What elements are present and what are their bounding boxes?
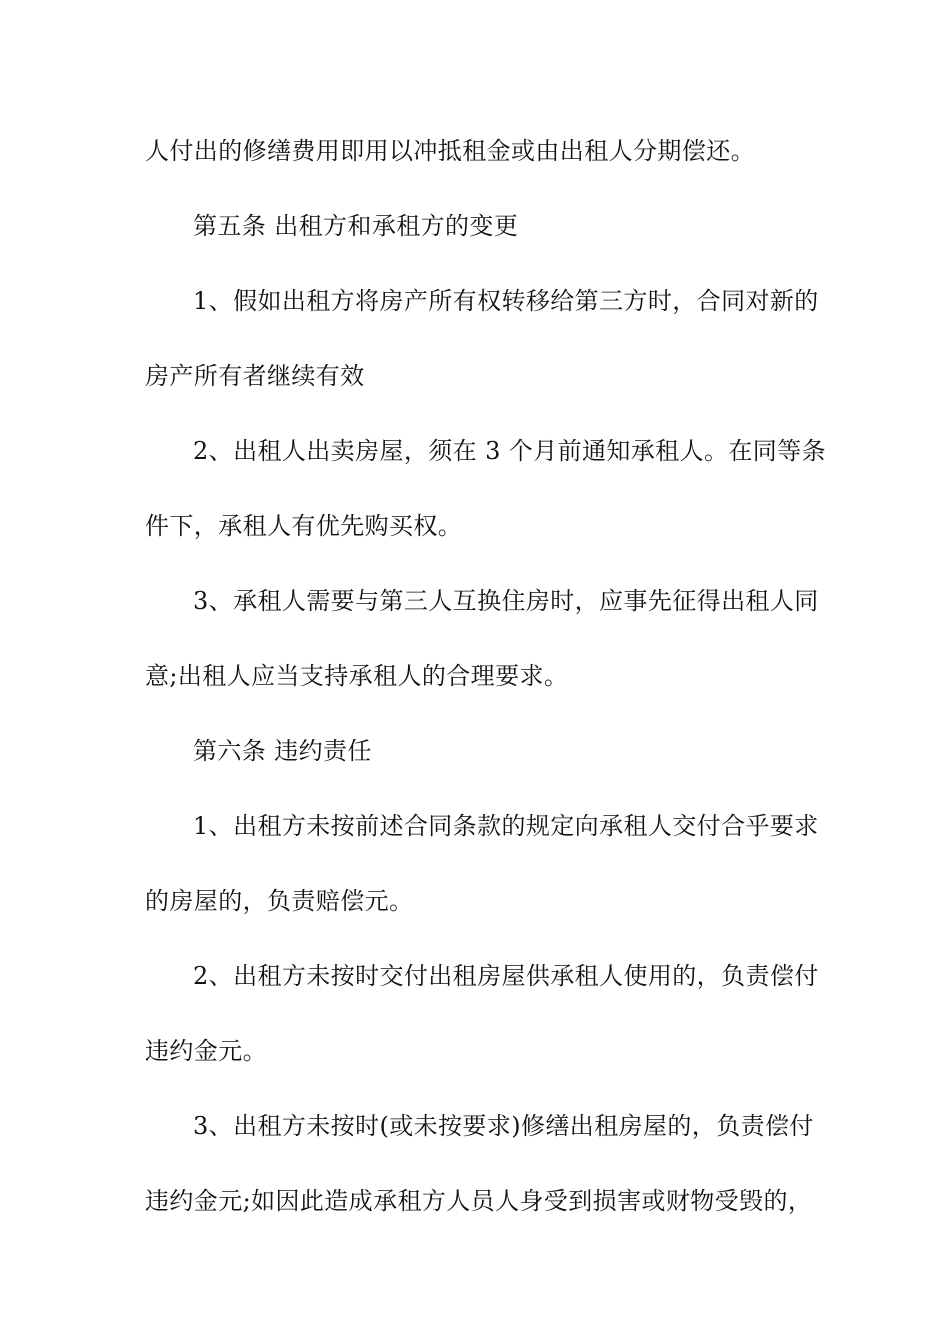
paragraph-line: 违约金元;如因此造成承租方人员人身受到损害或财物受毁的， [145,1187,813,1215]
paragraph-line: 3、承租人需要与第三人互换住房时，应事先征得出租人同 [193,587,819,615]
section-heading: 第六条 违约责任 [193,737,372,765]
section-heading: 第五条 出租方和承租方的变更 [193,212,519,240]
paragraph-line: 的房屋的，负责赔偿元。 [145,887,414,915]
paragraph-line: 违约金元。 [145,1037,267,1065]
paragraph-line: 房产所有者继续有效 [145,362,365,390]
paragraph-line: 1、假如出租方将房产所有权转移给第三方时，合同对新的 [193,287,819,315]
paragraph-line: 3、出租方未按时(或未按要求)修缮出租房屋的，负责偿付 [193,1112,814,1140]
paragraph-line: 1、出租方未按前述合同条款的规定向承租人交付合乎要求 [193,812,819,840]
paragraph-line: 2、出租人出卖房屋，须在 3 个月前通知承租人。在同等条 [193,437,826,465]
text-line: 人付出的修缮费用即用以冲抵租金或由出租人分期偿还。 [145,137,755,165]
paragraph-line: 件下，承租人有优先购买权。 [145,512,463,540]
paragraph-line: 2、出租方未按时交付出租房屋供承租人使用的，负责偿付 [193,962,819,990]
paragraph-line: 意;出租人应当支持承租人的合理要求。 [145,662,569,690]
